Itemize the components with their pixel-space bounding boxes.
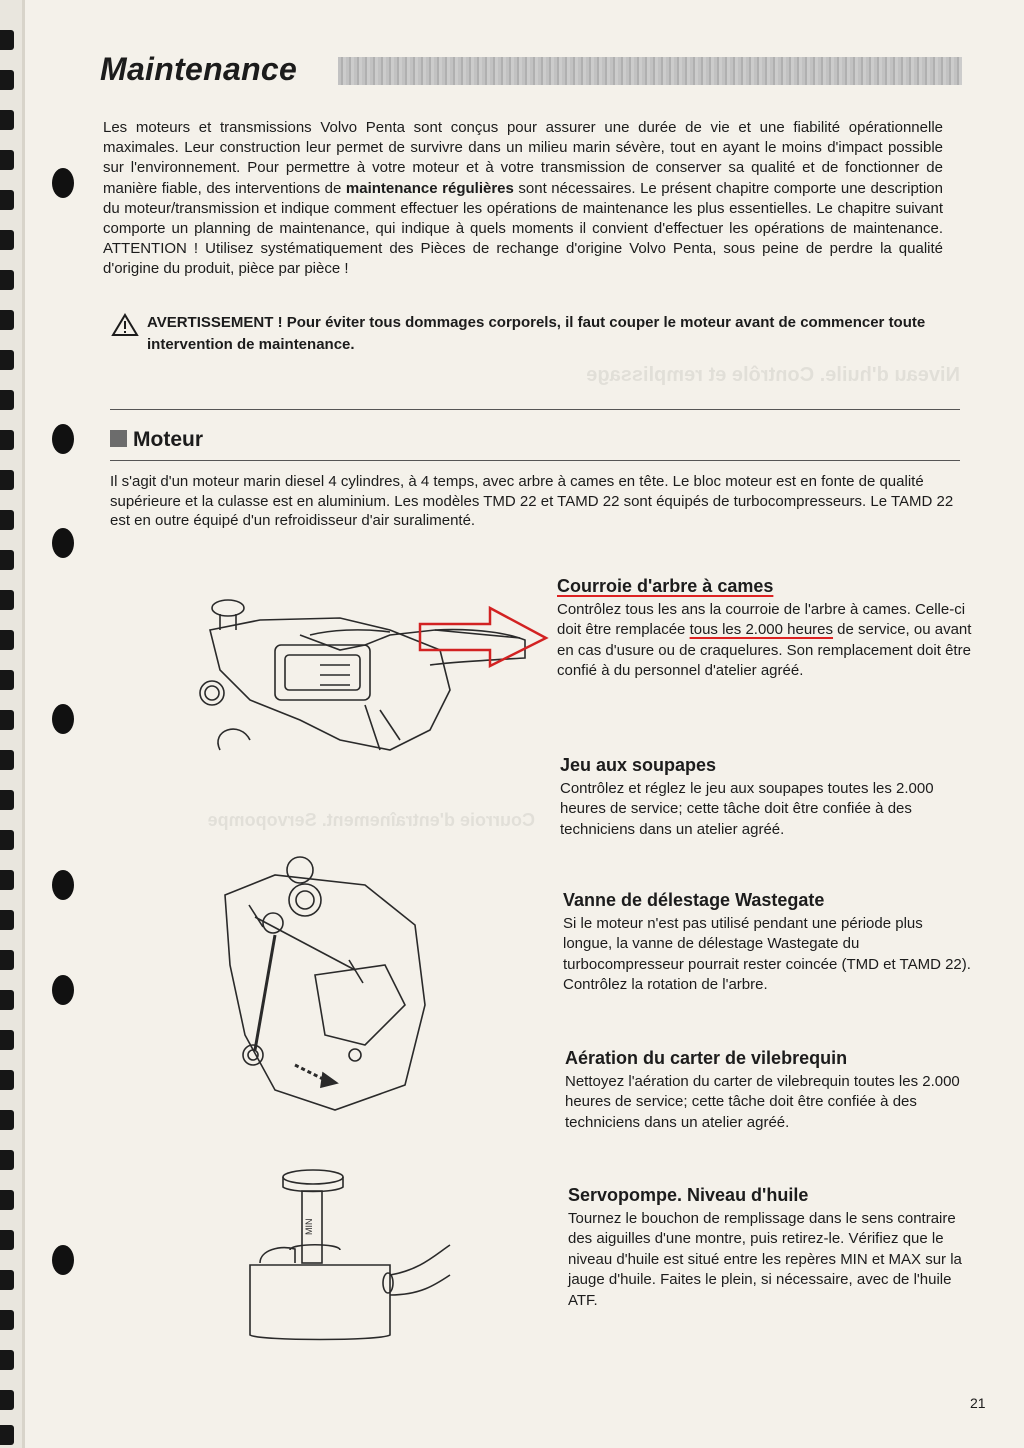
wrench-adjustment-illustration (215, 855, 445, 1120)
intro-paragraph (103, 118, 943, 280)
courroie-title-text: Courroie d'arbre à cames (557, 576, 774, 596)
section-heading-moteur (110, 428, 203, 452)
courroie-highlight: tous les 2.000 heures (689, 621, 834, 638)
punch-hole (52, 168, 74, 198)
moteur-heading: Moteur (133, 428, 203, 451)
punch-hole (52, 870, 74, 900)
courroie-text-b: de service, ou avant en cas d'usure ou de craquelures. Son remplacement doit être confié à du personnel d'atelier agréé. (557, 621, 972, 679)
oil-reservoir-illustration (250, 1165, 450, 1345)
bleed-through: Niveau d'huile. Contrôle et remplissage (586, 364, 960, 386)
divider (110, 409, 960, 410)
page-title: Maintenance (100, 51, 298, 87)
courroie-text-a: Contrôlez tous les ans la courroie de l'arbre à cames. Celle-ci doit être remplacée (557, 600, 966, 638)
punch-hole (52, 528, 74, 558)
section-vanne-wastegate (563, 890, 973, 996)
intro-text-2: sont nécessaires. Le présent chapitre comporte une description du moteur/transmission et indique comment effectuer les opérations de maintenance les plus essentielles. Le chapitre suivant comporte un planning de maintenance, qui indique à quels moments il convient d'effectuer les opérations de maintenance. ATTENTION ! Utilisez systématiquement des Pièces de rechange d'origine Volvo Penta, sous peine de perdre la qualité d'origine du produit, pièce par pièce ! (103, 179, 943, 278)
intro-bold: maintenance régulières (345, 179, 514, 197)
divider (110, 460, 960, 461)
punch-hole (52, 704, 74, 734)
punch-hole (52, 424, 74, 454)
jeu-title: Jeu aux soupapes (560, 755, 717, 775)
header-bar (338, 57, 962, 85)
red-arrow-annotation (420, 606, 550, 668)
aeration-text: Nettoyez l'aération du carter de vilebrequin toutes les 2.000 heures de service; cette tâche doit être confiée à des techniciens dans un atelier agréé. (565, 1072, 960, 1131)
moteur-paragraph: Il s'agit d'un moteur marin diesel 4 cylindres, à 4 temps, avec arbre à cames en tête. Le bloc moteur est en fonte de qualité supérieure et la culasse est en aluminium. Les modèles TMD 22 et TAMD 22 sont équipés de turbocompresseurs. Le TAMD 22 est en outre équipé d'un refroidisseur d'air suralimenté. (110, 473, 954, 529)
warning-text: AVERTISSEMENT ! Pour éviter tous dommages corporels, il faut couper le moteur avant de commencer toute intervention de maintenance. (147, 314, 926, 353)
warning-triangle-icon (112, 314, 138, 336)
page-header (100, 51, 962, 95)
punch-hole (52, 1245, 74, 1275)
section-courroie (557, 576, 977, 682)
courroie-title (557, 576, 977, 597)
page-number: 21 (970, 1395, 986, 1411)
section-jeu-soupapes (560, 755, 970, 840)
vanne-text: Si le moteur n'est pas utilisé pendant une période plus longue, la vanne de délestage Wastegate du turbocompresseur pourrait rester coincée (TMD et TAMD 22). Contrôlez la rotation de l'arbre. (563, 914, 971, 993)
courroie-text (557, 600, 977, 682)
dipstick-min-label: MIN (304, 1218, 314, 1235)
warning-notice (112, 312, 932, 356)
section-aeration-carter (565, 1048, 965, 1133)
jeu-text: Contrôlez et réglez le jeu aux soupapes toutes les 2.000 heures de service; cette tâche doit être confiée à des techniciens dans un atelier agréé. (560, 779, 934, 838)
aeration-title: Aération du carter de vilebrequin (565, 1048, 848, 1068)
servopompe-title: Servopompe. Niveau d'huile (568, 1185, 809, 1205)
section-servopompe (568, 1185, 968, 1311)
punch-hole (52, 975, 74, 1005)
vanne-title: Vanne de délestage Wastegate (563, 890, 825, 910)
section-square-icon (110, 430, 127, 447)
bleed-through: Courroie d'entraînement. Servopompe (207, 810, 535, 830)
page-edge (22, 0, 25, 1448)
spiral-binding (0, 0, 22, 1448)
servopompe-text: Tournez le bouchon de remplissage dans le sens contraire des aiguilles d'une montre, puis retirez-le. Vérifiez que le niveau d'huile est situé entre les repères MIN et MAX sur la jauge d'huile. Faites le plein, si nécessaire, avec de l'huile ATF. (568, 1209, 962, 1309)
intro-text-1: Les moteurs et transmissions Volvo Penta sont conçus pour assurer une durée de vie et une fiabilité opérationnelle maximales. Leur construction leur permet de survivre dans un milieu marin sévère, tout en ayant le moins d'impact possible sur l'environnement. Pour permettre à votre moteur et à votre transmission de conserver sa qualité et de fonctionner de manière fiable, des interventions de (103, 119, 943, 197)
